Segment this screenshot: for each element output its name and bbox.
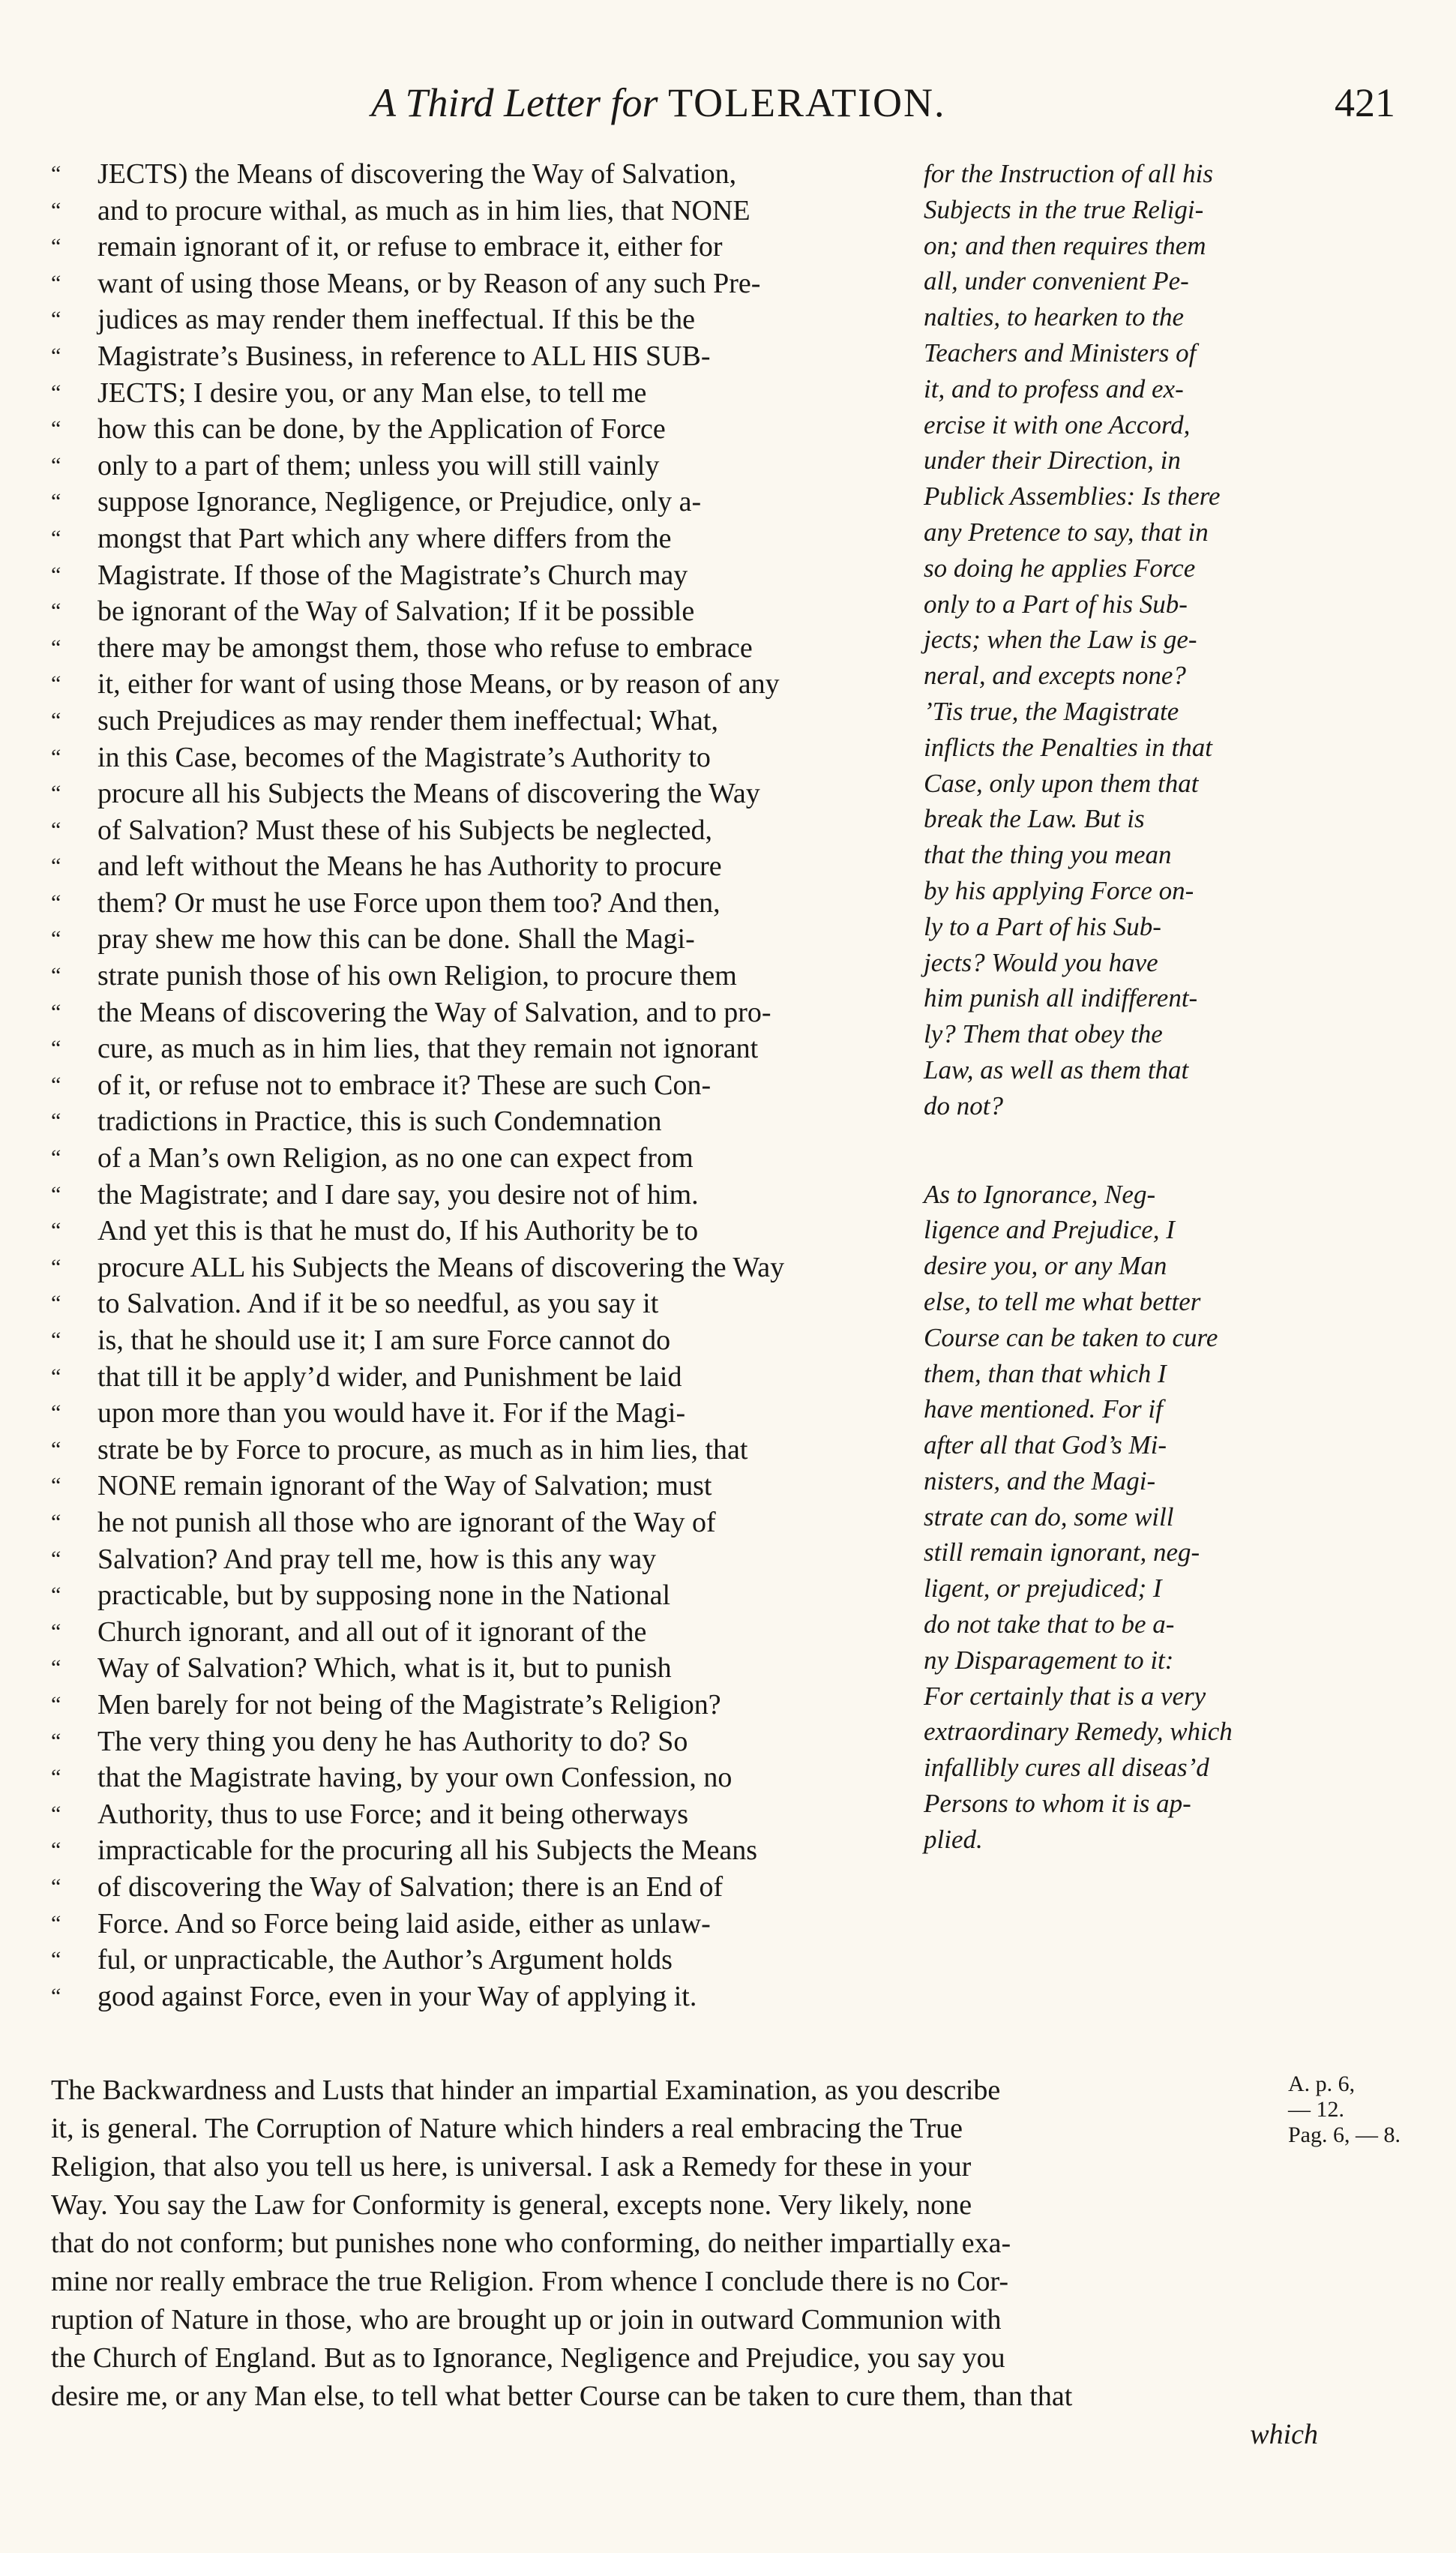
main-text-line: [51, 266, 891, 302]
main-text-line-text: be ignorant of the Way of Salvation; If it be possible: [97, 596, 695, 628]
side-text-line: under their Direction, in: [924, 446, 1181, 476]
quotation-mark: “: [51, 1072, 61, 1097]
main-text-line-text: Way of Salvation? Which, what is it, but to punish: [97, 1652, 672, 1684]
quotation-mark: “: [51, 380, 61, 405]
main-text-line: [51, 1468, 891, 1504]
main-text-line-text: Church ignorant, and all out of it ignorant of the: [97, 1616, 647, 1648]
side-text-line: neral, and excepts none?: [924, 661, 1186, 691]
side-text-line: Publick Assemblies: Is there: [924, 482, 1221, 512]
main-text-line: [51, 1140, 891, 1177]
quotation-mark: “: [51, 197, 61, 223]
main-text-line: [51, 630, 891, 667]
main-text-line: [51, 484, 891, 520]
side-text-line: do not?: [924, 1090, 1003, 1120]
main-text-line-text: and to procure withal, as much as in him lies, that NONE: [97, 194, 750, 226]
quotation-mark: “: [51, 562, 61, 587]
main-text-line-text: is, that he should use it; I am sure Force cannot do: [97, 1324, 671, 1356]
main-text-line-text: such Prejudices as may render them ineffectual; What,: [97, 704, 718, 736]
main-text-line-text: cure, as much as in him lies, that they remain not ignorant: [97, 1033, 759, 1065]
main-text-line: [51, 1577, 891, 1614]
main-text-line-text: want of using those Means, or by Reason of any such Pre-: [97, 267, 761, 299]
quotation-mark: “: [51, 1254, 61, 1280]
side-text-line: still remain ignorant, neg-: [924, 1538, 1200, 1568]
quotation-mark: “: [51, 963, 61, 988]
main-text-line-text: of Salvation? Must these of his Subjects be neglected,: [97, 814, 712, 846]
side-text-line: it, and to profess and ex-: [924, 374, 1184, 404]
main-text-line: [51, 302, 891, 338]
quotation-mark: “: [51, 1291, 61, 1316]
side-text-line: As to Ignorance, Neg-: [924, 1179, 1156, 1209]
main-text-line: [51, 812, 891, 849]
main-text-line: [51, 229, 891, 266]
main-text-line-text: procure all his Subjects the Means of discovering the Way: [97, 778, 760, 810]
main-text-line: [51, 156, 891, 193]
main-text-line-text: upon more than you would have it. For if the Magi-: [97, 1397, 686, 1430]
main-text-line: [51, 1906, 891, 1942]
margin-note: — 12.: [1288, 2097, 1344, 2122]
quotation-mark: “: [51, 1728, 61, 1754]
quotation-mark: “: [51, 1983, 61, 2008]
side-text-line: Persons to whom it is ap-: [924, 1789, 1191, 1819]
main-text-line: [51, 885, 891, 922]
side-text-line: any Pretence to say, that in: [924, 517, 1209, 547]
main-text-line: [51, 740, 891, 776]
main-text-line: [51, 1760, 891, 1796]
running-title: [371, 80, 946, 126]
main-text-line: [51, 994, 891, 1031]
side-text-line: them, than that which I: [924, 1358, 1167, 1388]
side-text-line: plied.: [924, 1824, 983, 1854]
main-text-line: [51, 520, 891, 557]
main-text-line-text: Authority, thus to use Force; and it being otherways: [97, 1798, 689, 1830]
quotation-mark: “: [51, 1108, 61, 1134]
running-title-caps: TOLERATION.: [668, 80, 946, 125]
side-text-line: For certainly that is a very: [924, 1681, 1206, 1711]
side-text-line: on; and then requires them: [924, 230, 1206, 260]
bottom-text-line: The Backwardness and Lusts that hinder an impartial Examination, as you describe: [51, 2074, 1001, 2106]
quotation-mark: “: [51, 999, 61, 1024]
quotation-mark: “: [51, 1874, 61, 1899]
main-text-line: [51, 338, 891, 375]
quotation-mark: “: [51, 1765, 61, 1790]
quotation-mark: “: [51, 1364, 61, 1389]
main-text-line-text: that till it be apply’d wider, and Punishment be laid: [97, 1360, 682, 1393]
quotation-mark: “: [51, 1509, 61, 1534]
main-text-line: [51, 375, 891, 412]
quotation-mark: “: [51, 1181, 61, 1207]
side-text-line: do not take that to be a-: [924, 1610, 1175, 1640]
side-text-line: all, under convenient Pe-: [924, 266, 1189, 296]
bottom-text-line: Way. You say the Law for Conformity is general, excepts none. Very likely, none: [51, 2189, 972, 2221]
main-text-line-text: in this Case, becomes of the Magistrate’s Authority to: [97, 741, 711, 773]
main-text-line: [51, 1796, 891, 1833]
main-text-line-text: Men barely for not being of the Magistrate’s Religion?: [97, 1688, 721, 1720]
main-text-column: [51, 156, 891, 2014]
main-text-line-text: the Magistrate; and I dare say, you desire not of him.: [97, 1178, 699, 1210]
paragraph-gap: [924, 1124, 1344, 1177]
quotation-mark: “: [51, 1473, 61, 1498]
side-text-line: Subjects in the true Religi-: [924, 194, 1204, 224]
main-text-line-text: to Salvation. And if it be so needful, as you say it: [97, 1288, 659, 1320]
side-text-line: break the Law. But is: [924, 804, 1145, 834]
quotation-mark: “: [51, 1910, 61, 1936]
bottom-text-line: mine nor really embrace the true Religion. From whence I conclude there is no Cor-: [51, 2266, 1009, 2297]
main-text-line-text: only to a part of them; unless you will still vainly: [97, 449, 660, 482]
quotation-mark: “: [51, 707, 61, 733]
main-text-line: [51, 848, 891, 885]
side-text-line: inflicts the Penalties in that: [924, 732, 1212, 762]
main-text-line: [51, 1030, 891, 1067]
quotation-mark: “: [51, 452, 61, 478]
quotation-mark: “: [51, 1036, 61, 1061]
side-text-line: Teachers and Ministers of: [924, 338, 1197, 368]
main-text-line: [51, 1869, 891, 1906]
main-text-line: [51, 1504, 891, 1541]
side-text-line: that the thing you mean: [924, 840, 1172, 870]
running-header: [0, 80, 1456, 140]
side-text-line: ly? Them that obey the: [924, 1019, 1163, 1049]
main-text-line: [51, 1942, 891, 1978]
main-text-line: [51, 1067, 891, 1104]
main-text-line: [51, 1978, 891, 2015]
side-text-line: jects? Would you have: [924, 947, 1158, 977]
main-text-line: [51, 703, 891, 740]
main-text-line-text: NONE remain ignorant of the Way of Salvation; must: [97, 1470, 712, 1502]
bottom-text-line: ruption of Nature in those, who are brought up or join in outward Communion with: [51, 2304, 1002, 2336]
main-text-line-text: practicable, but by supposing none in the National: [97, 1580, 671, 1612]
main-text-line-text: impracticable for the procuring all his Subjects the Means: [97, 1834, 758, 1867]
side-text-line: by his applying Force on-: [924, 875, 1194, 905]
side-text-line: only to a Part of his Sub-: [924, 589, 1188, 619]
side-text-line: ercise it with one Accord,: [924, 410, 1191, 440]
main-text-line-text: mongst that Part which any where differs from the: [97, 522, 672, 554]
main-text-line-text: suppose Ignorance, Negligence, or Prejudice, only a-: [97, 486, 702, 518]
quotation-mark: “: [51, 890, 61, 915]
main-text-line-text: pray shew me how this can be done. Shall the Magi-: [97, 923, 695, 956]
main-text-line: [51, 448, 891, 484]
quotation-mark: “: [51, 1655, 61, 1681]
main-text-line-text: the Means of discovering the Way of Salvation, and to pro-: [97, 996, 771, 1028]
main-text-line-text: remain ignorant of it, or refuse to embrace it, either for: [97, 231, 723, 263]
quotation-mark: “: [51, 1691, 61, 1717]
main-text-line: [51, 776, 891, 812]
side-text-line: ligence and Prejudice, I: [924, 1215, 1175, 1245]
margin-note: A. p. 6,: [1288, 2072, 1356, 2096]
quotation-mark: “: [51, 1436, 61, 1462]
main-text-line-text: Magistrate’s Business, in reference to ALL HIS SUB-: [97, 340, 711, 372]
quotation-mark: “: [51, 270, 61, 296]
main-text-line-text: ful, or unpracticable, the Author’s Argument holds: [97, 1944, 673, 1976]
main-text-line-text: Salvation? And pray tell me, how is this any way: [97, 1543, 657, 1575]
quotation-mark: “: [51, 307, 61, 332]
quotation-mark: “: [51, 416, 61, 442]
quotation-mark: “: [51, 525, 61, 550]
main-text-line: [51, 1687, 891, 1724]
bottom-text-line: desire me, or any Man else, to tell what better Course can be taken to cure them, than that: [51, 2380, 1073, 2412]
main-text-line-text: And yet this is that he must do, If his Authority be to: [97, 1215, 699, 1247]
main-text-line: [51, 1322, 891, 1359]
main-text-line: [51, 958, 891, 994]
main-text-line-text: of it, or refuse not to embrace it? These are such Con-: [97, 1069, 712, 1101]
main-text-line: [51, 1432, 891, 1468]
margin-notes: [1288, 2072, 1453, 2148]
quotation-mark: “: [51, 1618, 61, 1644]
side-text-column: [924, 156, 1344, 1858]
main-text-line-text: that the Magistrate having, by your own Confession, no: [97, 1762, 732, 1794]
side-text-line: nalties, to hearken to the: [924, 302, 1185, 332]
main-text-line: [51, 193, 891, 230]
main-text-line-text: Magistrate. If those of the Magistrate’s Church may: [97, 559, 688, 591]
quotation-mark: “: [51, 1218, 61, 1244]
main-text-line: [51, 593, 891, 630]
bottom-paragraph: [51, 2072, 1318, 2454]
main-text-line-text: strate be by Force to procure, as much as in him lies, that: [97, 1433, 748, 1466]
main-text-line-text: strate punish those of his own Religion, to procure them: [97, 960, 737, 992]
quotation-mark: “: [51, 854, 61, 879]
main-text-line: [51, 1286, 891, 1322]
main-text-line: [51, 1103, 891, 1140]
bottom-text-line: the Church of England. But as to Ignorance, Negligence and Prejudice, you say you: [51, 2342, 1005, 2374]
bottom-text-line: Religion, that also you tell us here, is universal. I ask a Remedy for these in your: [51, 2151, 972, 2182]
page-number: 421: [1335, 80, 1395, 125]
side-text-line: infallibly cures all diseas’d: [924, 1753, 1209, 1783]
side-text-line: ligent, or prejudiced; I: [924, 1574, 1162, 1604]
main-text-line-text: The very thing you deny he has Authority to do? So: [97, 1725, 688, 1757]
main-text-line: [51, 1250, 891, 1286]
main-text-line: [51, 666, 891, 703]
catchword: which: [1250, 2419, 1318, 2450]
main-text-line: [51, 1395, 891, 1432]
quotation-mark: “: [51, 926, 61, 952]
main-text-line: [51, 1724, 891, 1760]
main-text-line-text: tradictions in Practice, this is such Condemnation: [97, 1106, 662, 1138]
main-text-line: [51, 411, 891, 448]
main-text-line-text: judices as may render them ineffectual. If this be the: [97, 304, 695, 336]
main-text-line-text: of a Man’s own Religion, as no one can expect from: [97, 1142, 694, 1174]
main-text-line: [51, 557, 891, 594]
main-text-line-text: of discovering the Way of Salvation; there is an End of: [97, 1870, 724, 1903]
main-text-line-text: it, either for want of using those Means, or by reason of any: [97, 668, 780, 700]
main-text-line: [51, 1650, 891, 1687]
main-text-line-text: he not punish all those who are ignorant of the Way of: [97, 1506, 716, 1538]
main-text-line: [51, 1359, 891, 1396]
side-text-line: desire you, or any Man: [924, 1251, 1167, 1281]
quotation-mark: “: [51, 234, 61, 260]
side-text-line: ny Disparagement to it:: [924, 1645, 1174, 1675]
side-text-line: Law, as well as them that: [924, 1054, 1189, 1084]
side-text-line: Case, only upon them that: [924, 768, 1199, 798]
main-text-line-text: JECTS; I desire you, or any Man else, to tell me: [97, 376, 647, 409]
quotation-mark: “: [51, 1947, 61, 1972]
side-text-line: Course can be taken to cure: [924, 1322, 1218, 1352]
side-text-line: ly to a Part of his Sub-: [924, 911, 1161, 941]
quotation-mark: “: [51, 343, 61, 368]
main-text-line-text: good against Force, even in your Way of applying it.: [97, 1980, 697, 2012]
side-text-line: have mentioned. For if: [924, 1394, 1163, 1424]
quotation-mark: “: [51, 161, 61, 186]
bottom-text-line: it, is general. The Corruption of Nature which hinders a real embracing the True: [51, 2113, 963, 2144]
margin-note: Pag. 6, — 8.: [1288, 2122, 1401, 2147]
quotation-mark: “: [51, 634, 61, 660]
side-text-line: else, to tell me what better: [924, 1286, 1201, 1316]
side-text-line: extraordinary Remedy, which: [924, 1717, 1233, 1747]
quotation-mark: “: [51, 817, 61, 842]
main-text-line-text: Force. And so Force being laid aside, either as unlaw-: [97, 1907, 711, 1940]
main-text-line-text: JECTS) the Means of discovering the Way of Salvation,: [97, 158, 737, 190]
quotation-mark: “: [51, 1582, 61, 1608]
side-text-line: so doing he applies Force: [924, 553, 1196, 583]
main-text-line-text: them? Or must he use Force upon them too? And then,: [97, 886, 721, 919]
side-text-line: after all that God’s Mi-: [924, 1430, 1167, 1460]
quotation-mark: “: [51, 598, 61, 624]
main-text-line-text: and left without the Means he has Authority to procure: [97, 850, 722, 883]
main-text-line-text: how this can be done, by the Application of Force: [97, 413, 666, 446]
main-text-line: [51, 921, 891, 958]
side-text-line: jects; when the Law is ge-: [924, 625, 1197, 655]
main-text-line-text: there may be amongst them, those who refuse to embrace: [97, 632, 753, 664]
side-text-line: ’Tis true, the Magistrate: [924, 696, 1179, 726]
side-text-line: him punish all indifferent-: [924, 983, 1198, 1013]
quotation-mark: “: [51, 1400, 61, 1426]
side-text-line: nisters, and the Magi-: [924, 1466, 1156, 1496]
quotation-mark: “: [51, 671, 61, 697]
quotation-mark: “: [51, 489, 61, 514]
main-text-line-text: procure ALL his Subjects the Means of discovering the Way: [97, 1251, 785, 1283]
main-text-line: [51, 1213, 891, 1250]
quotation-mark: “: [51, 1801, 61, 1826]
quotation-mark: “: [51, 1546, 61, 1571]
side-text-line: strate can do, some will: [924, 1502, 1174, 1532]
main-text-line: [51, 1541, 891, 1578]
quotation-mark: “: [51, 1145, 61, 1171]
bottom-text-line: that do not conform; but punishes none who conforming, do neither impartially exa-: [51, 2228, 1011, 2259]
quotation-mark: “: [51, 1328, 61, 1352]
running-title-italic: A Third Letter for: [371, 80, 658, 125]
side-text-line: for the Instruction of all his: [924, 159, 1213, 188]
quotation-mark: “: [51, 781, 61, 806]
main-text-line: [51, 1614, 891, 1651]
quotation-mark: “: [51, 1838, 61, 1863]
main-text-line: [51, 1177, 891, 1214]
quotation-mark: “: [51, 744, 61, 770]
main-text-line: [51, 1832, 891, 1869]
